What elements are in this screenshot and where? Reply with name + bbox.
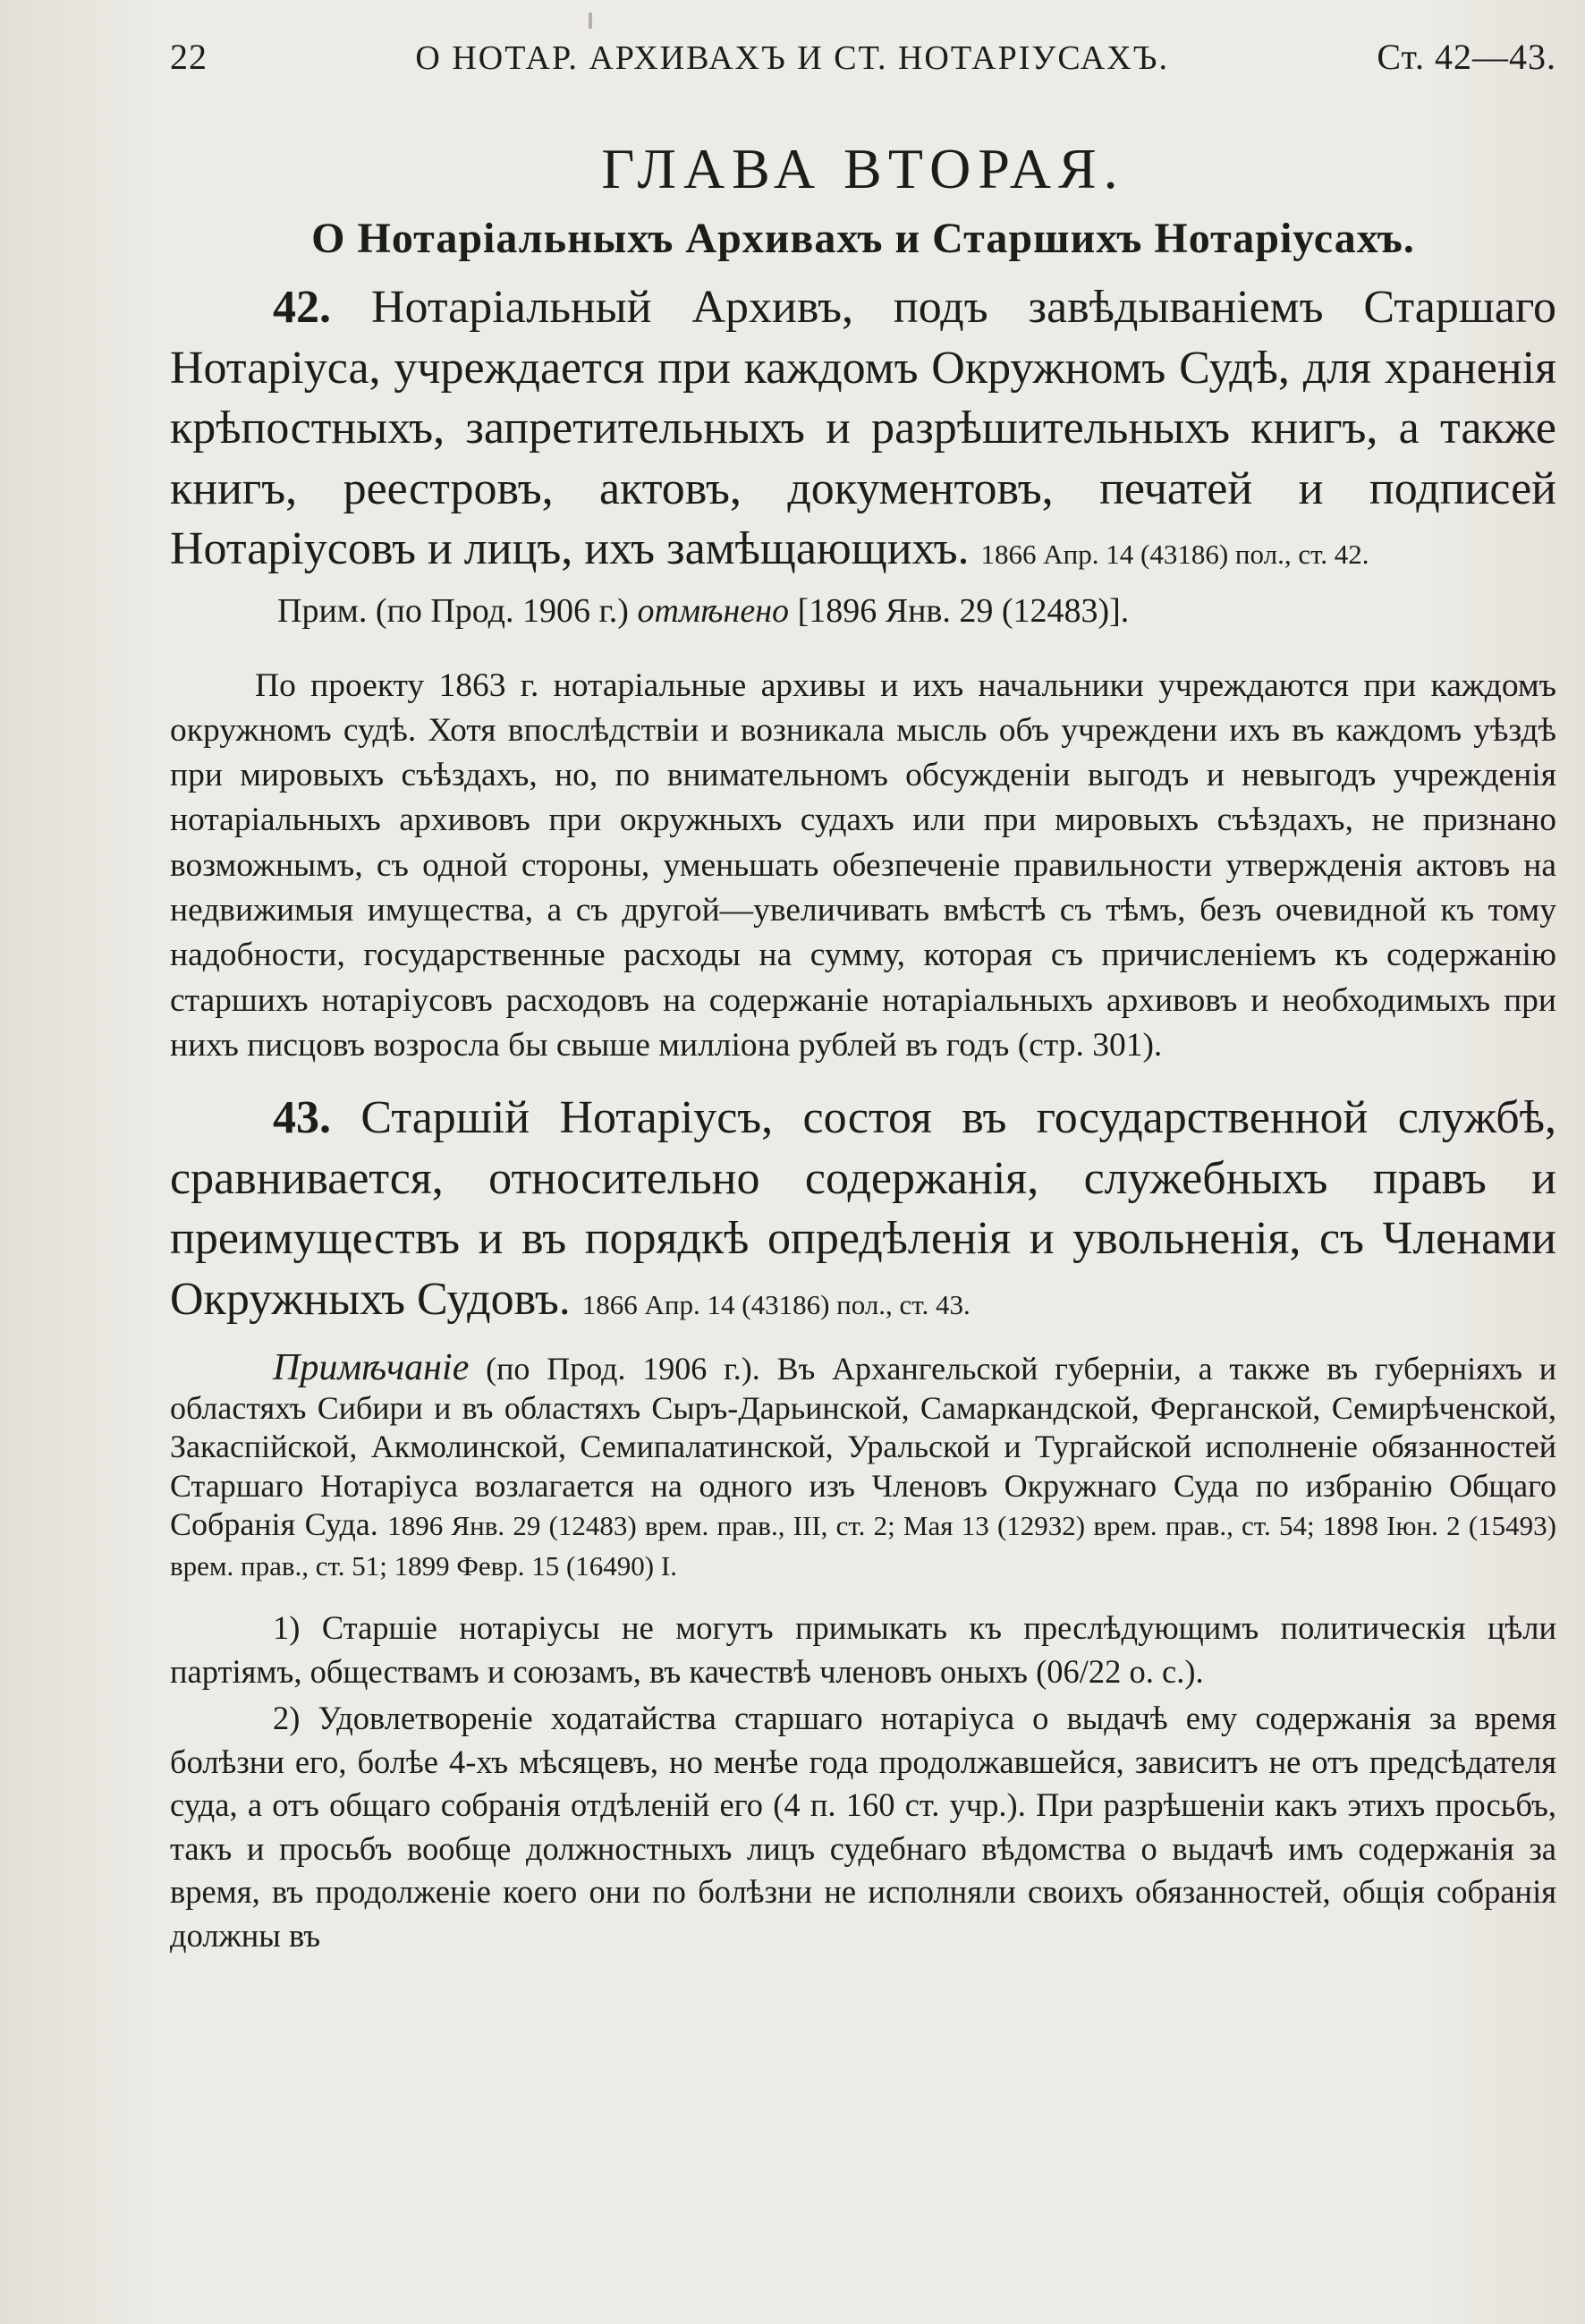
article-43-note-label: Примѣчаніе: [273, 1347, 470, 1389]
article-42-note-citation: [1896 Янв. 29 (12483)].: [797, 591, 1130, 630]
article-43-comment-2: 2) Удовлетвореніе ходатайства старшаго нотаріуса о выдачѣ ему содержанія за время болѣзни его, болѣе 4-хъ мѣсяцевъ, но менѣе года продолжавшейся, зависитъ не отъ предсѣдателя суда, а отъ общаго собранія отдѣленій его (4 п. 160 ст. учр.). При разрѣшеніи какъ этихъ просьбъ, такъ и просьбъ вообще должностныхъ лицъ судебнаго вѣдомства о выдачѣ имъ содержанія за время, въ продолженіе коего они по болѣзни не исполняли своихъ обязанностей, общія собранія должны въ: [170, 1700, 1556, 1954]
page-number: 22: [170, 37, 208, 77]
article-42-number: 42.: [273, 282, 331, 333]
running-header: [170, 36, 1556, 116]
article-43-number: 43.: [273, 1092, 331, 1144]
article-42-citation: 1866 Апр. 14 (43186) пол., ст. 42.: [980, 539, 1369, 570]
article-43-note-text: (по Прод. 1906 г.). Въ Архангельской губерніи, а также въ губерніяхъ и областяхъ Сибири и въ областяхъ Сыръ-Дарьинской, Самаркандской, Ферганской, Семирѣченской, Закаспійской, Акмолинской, Семипалатинской, Уральской и Тургайской исполненіе обязанностей Старшаго Нотаріуса возлагается на одного изъ Членовъ Окружнаго Суда по избранію Общаго Собранія Суда.: [170, 1351, 1557, 1543]
chapter-title: ГЛАВА ВТОРАЯ.: [601, 137, 1125, 200]
article-43: [170, 1088, 1556, 1335]
article-42: [170, 277, 1556, 585]
article-42-note-status: отмѣнено: [637, 591, 790, 630]
article-42-commentary: По проекту 1863 г. нотаріальные архивы и ихъ начальники учреждаются при каждомъ окружномъ судѣ. Хотя впослѣдствіи и возникала мысль объ учреждени ихъ въ каждомъ уѣздѣ при мировыхъ съѣздахъ, но, по внимательномъ обсужденіи выгодъ и невыгодъ учрежденія нотаріальныхъ архивовъ при окружныхъ судахъ или при мировыхъ съѣздахъ, не признано возможнымъ, съ одной стороны, уменьшать обезпеченіе правильности утвержденія актовъ на недвижимыя имущества, а съ другой—увеличивать вмѣстѣ съ тѣмъ, безъ очевидной къ тому надобности, государственные расходы на сумму, которая съ причисленіемъ къ содержанію старшихъ нотаріусовъ расходовъ на содержаніе нотаріальныхъ архивовъ и необходимыхъ при нихъ писцовъ возросла бы свыше милліона рублей въ годъ (стр. 301).: [170, 666, 1556, 1064]
print-mark: [589, 13, 592, 29]
article-42-note: [170, 585, 1556, 637]
article-42-note-prefix: Прим. (по Прод. 1906 г.): [277, 591, 629, 630]
article-42-text: Нотаріальный Архивъ, подъ завѣдываніемъ Старшаго Нотаріуса, учреждается при каждомъ Окружномъ Судѣ, для храненія крѣпостныхъ, запретительныхъ и разрѣшительныхъ книгъ, а также книгъ, реестровъ, актовъ, документовъ, печатей и подписей Нотаріусовъ и лицъ, ихъ замѣщающихъ.: [170, 282, 1556, 574]
chapter-subtitle: О Нотаріальныхъ Архивахъ и Старшихъ Нотаріусахъ.: [311, 215, 1415, 262]
article-43-note-citation: 1896 Янв. 29 (12483) врем. прав., III, ст. 2; Мая 13 (12932) врем. прав., ст. 54; 1898 Іюн. 2 (15493) врем. прав., ст. 51; 1899 Февр. 15 (16490) I.: [170, 1510, 1556, 1582]
text-column: [170, 36, 1556, 1957]
article-43-text: Старшій Нотаріусъ, состоя въ государственной службѣ, сравнивается, относительно содержанія, служебныхъ правъ и преимуществъ и въ порядкѣ опредѣленія и увольненія, съ Членами Окружныхъ Судовъ.: [170, 1092, 1556, 1325]
running-title: О НОТАР. АРХИВАХЪ И СТ. НОТАРІУСАХЪ.: [415, 39, 1169, 77]
article-43-note: [170, 1349, 1556, 1585]
article-43-comment-1: 1) Старшіе нотаріусы не могутъ примыкать къ преслѣдующимъ политическія цѣли партіямъ, обществамъ и союзамъ, въ качествѣ членовъ оныхъ (06/22 о. с.).: [170, 1609, 1556, 1690]
article-43-citation: 1866 Апр. 14 (43186) пол., ст. 43.: [581, 1288, 970, 1320]
article-range: Ст. 42—43.: [1377, 37, 1556, 77]
